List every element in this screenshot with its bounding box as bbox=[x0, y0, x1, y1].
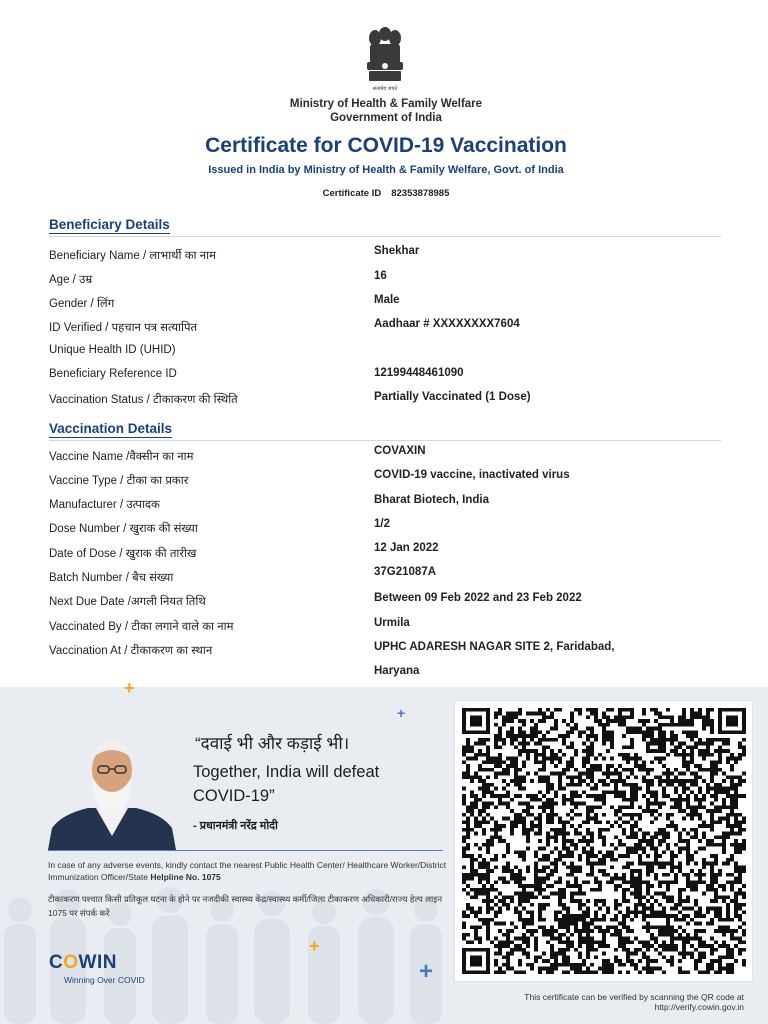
vaccination-section-title: Vaccination Details bbox=[49, 421, 173, 436]
adverse-events-hindi: टीकाकरण पश्चात किसी प्रतिकूल घटना के होने पर नजदीकी स्वास्थ्य केंद्र/स्वास्थ्य कर्मी/जिला टीकाकरण अधिकारी/राज्य हेल्प लाइन 1075 पर संपर्क करें bbox=[48, 894, 443, 918]
uhid-label: Unique Health ID (UHID) bbox=[49, 344, 176, 356]
next-due-date-label: Next Due Date /अगली नियत तिथि bbox=[49, 596, 206, 608]
verify-note-line1: This certificate can be verified by scanning the QR code at bbox=[524, 992, 744, 1002]
reference-id-value: 12199448461090 bbox=[374, 367, 464, 379]
adverse-events-text: In case of any adverse events, kindly contact the nearest Public Health Center/ Healthcare Worker/District Immunization Officer/State bbox=[48, 860, 447, 882]
gender-label: Gender / लिंग bbox=[49, 298, 115, 310]
vaccinated-by-label: Vaccinated By / टीका लगाने वाले का नाम bbox=[49, 621, 234, 633]
helpline-number: Helpline No. 1075 bbox=[150, 872, 221, 882]
dose-number-label: Dose Number / खुराक की संख्या bbox=[49, 523, 198, 535]
svg-text:सत्यमेव जयते: सत्यमेव जयते bbox=[372, 86, 398, 92]
plus-decoration-icon: + bbox=[124, 678, 135, 698]
verify-url: http://verify.cowin.gov.in bbox=[654, 1002, 744, 1012]
divider bbox=[49, 236, 721, 237]
plus-decoration-icon: + bbox=[397, 705, 406, 721]
date-of-dose-label: Date of Dose / खुराक की तारीख bbox=[49, 548, 197, 560]
quote-attribution: - प्रधानमंत्री नरेंद्र मोदी bbox=[193, 820, 278, 832]
vaccinated-by-value: Urmila bbox=[374, 617, 410, 629]
vaccination-at-label: Vaccination At / टीकाकरण का स्थान bbox=[49, 645, 213, 657]
government-name: Government of India bbox=[330, 112, 442, 124]
age-label: Age / उम्र bbox=[49, 274, 93, 286]
manufacturer-label: Manufacturer / उत्पादक bbox=[49, 499, 160, 511]
date-of-dose-value: 12 Jan 2022 bbox=[374, 542, 439, 554]
next-due-date-value: Between 09 Feb 2022 and 23 Feb 2022 bbox=[374, 592, 582, 604]
vaccine-type-value: COVID-19 vaccine, inactivated virus bbox=[374, 469, 570, 481]
reference-id-label: Beneficiary Reference ID bbox=[49, 368, 177, 380]
cowin-tagline: Winning Over COVID bbox=[64, 975, 145, 985]
beneficiary-section-title: Beneficiary Details bbox=[49, 217, 170, 232]
cowin-logo bbox=[49, 952, 117, 974]
vaccine-name-value: COVAXIN bbox=[374, 445, 426, 457]
gender-value: Male bbox=[374, 294, 400, 306]
vaccination-at-value: UPHC ADARESH NAGAR SITE 2, Faridabad, bbox=[374, 641, 615, 653]
prime-minister-photo bbox=[48, 736, 176, 850]
qr-code bbox=[454, 700, 753, 982]
id-verified-value: Aadhaar # XXXXXXXX7604 bbox=[374, 318, 520, 330]
divider bbox=[49, 440, 721, 441]
batch-number-value: 37G21087A bbox=[374, 566, 437, 578]
certificate-id bbox=[0, 188, 768, 199]
divider bbox=[48, 850, 443, 851]
certificate-id-value: 82353878985 bbox=[391, 188, 450, 199]
ministry-name: Ministry of Health & Family Welfare bbox=[289, 98, 483, 110]
batch-number-label: Batch Number / बैच संख्या bbox=[49, 572, 174, 584]
dose-number-value: 1/2 bbox=[374, 518, 390, 530]
qr-code-icon bbox=[462, 708, 746, 974]
adverse-events-english bbox=[48, 859, 448, 883]
certificate-id-label: Certificate ID bbox=[322, 188, 382, 199]
plus-decoration-icon: + bbox=[309, 936, 320, 956]
certificate-title: Certificate for COVID-19 Vaccination bbox=[205, 134, 567, 157]
issued-by: Issued in India by Ministry of Health & Family Welfare, Govt. of India bbox=[208, 164, 564, 176]
id-verified-label: ID Verified / पहचान पत्र सत्यापित bbox=[49, 322, 198, 334]
vaccine-name-label: Vaccine Name /वैक्सीन का नाम bbox=[49, 451, 194, 463]
cowin-logo-o: O bbox=[63, 952, 79, 973]
verify-note bbox=[524, 992, 744, 1012]
vaccine-type-label: Vaccine Type / टीका का प्रकार bbox=[49, 475, 189, 487]
cowin-logo-c: C bbox=[49, 952, 64, 973]
national-emblem-icon bbox=[361, 24, 409, 92]
beneficiary-name-value: Shekhar bbox=[374, 245, 420, 257]
age-value: 16 bbox=[374, 270, 387, 282]
vaccination-status-label: Vaccination Status / टीकाकरण की स्थिति bbox=[49, 394, 238, 406]
vaccination-at-value-line2: Haryana bbox=[374, 665, 420, 677]
plus-decoration-icon: + bbox=[419, 958, 434, 985]
manufacturer-value: Bharat Biotech, India bbox=[374, 494, 490, 506]
vaccination-status-value: Partially Vaccinated (1 Dose) bbox=[374, 391, 531, 403]
cowin-logo-rest: WIN bbox=[78, 952, 117, 973]
quote-english: Together, India will defeat COVID-19” bbox=[193, 763, 380, 805]
quote-hindi: “दवाई भी और कड़ाई भी। bbox=[195, 734, 350, 753]
beneficiary-name-label: Beneficiary Name / लाभार्थी का नाम bbox=[49, 250, 216, 262]
